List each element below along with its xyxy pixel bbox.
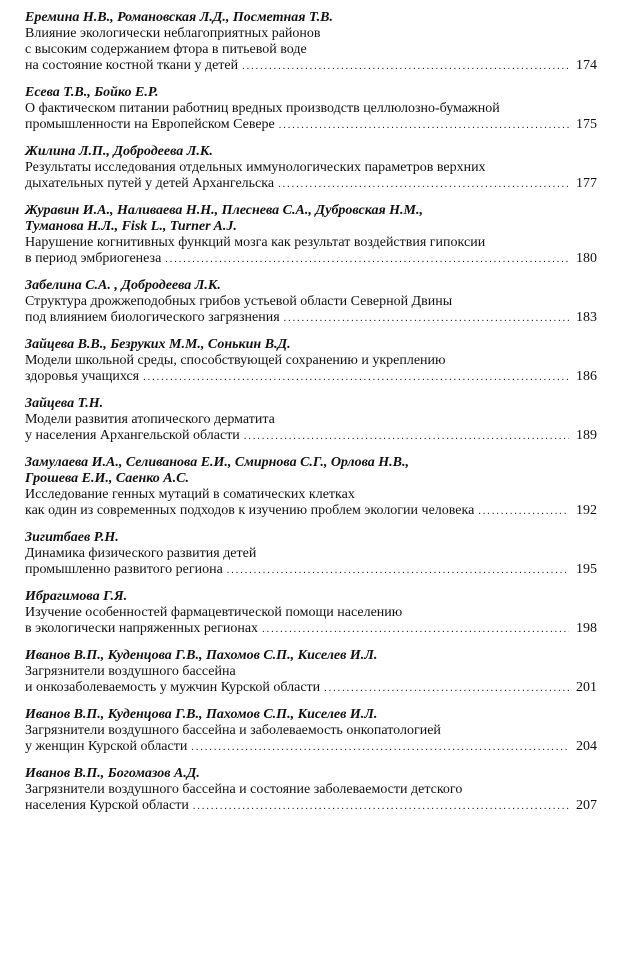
entry-title-line: в экологически напряженных регионах — [25, 621, 259, 636]
page-number: 183 — [576, 310, 597, 325]
entry-title-line: Нарушение когнитивных функций мозга как результат воздействия гипоксии — [25, 235, 486, 250]
entry-title-line: промышленно развитого региона — [25, 562, 223, 577]
toc-entry — [25, 589, 597, 638]
toc-entry — [25, 85, 597, 134]
entry-title-last-line — [25, 176, 597, 193]
entry-title-line: Изучение особенностей фармацевтической помощи населению — [25, 605, 403, 620]
entry-title-line: Результаты исследования отдельных иммунологических параметров верхних — [25, 160, 486, 175]
dot-leader — [279, 118, 569, 134]
page-number: 207 — [576, 798, 597, 813]
toc-entry — [25, 203, 597, 268]
entry-title-line: населения Курской области — [25, 798, 189, 813]
dot-leader — [324, 681, 569, 697]
entry-title-line: и онкозаболеваемость у мужчин Курской области — [25, 680, 321, 695]
entry-title-last-line — [25, 798, 597, 815]
entry-authors: Замулаева И.А., Селиванова Е.И., Смирнова С.Г., Орлова Н.В., — [25, 455, 409, 470]
dot-leader — [262, 622, 569, 638]
entry-title-line: здоровья учащихся — [25, 369, 140, 384]
entry-title-last-line — [25, 369, 597, 386]
entry-authors: Зайцева Т.Н. — [25, 396, 104, 411]
toc-entry — [25, 278, 597, 327]
entry-title-last-line — [25, 251, 597, 268]
entry-title-line: дыхательных путей у детей Архангельска — [25, 176, 275, 191]
entry-authors: Жилина Л.П., Добродеева Л.К. — [25, 144, 213, 159]
dot-leader — [242, 59, 569, 75]
toc-entry — [25, 144, 597, 193]
dot-leader — [165, 252, 569, 268]
entry-authors: Ибрагимова Г.Я. — [25, 589, 128, 604]
page-number: 186 — [576, 369, 597, 384]
page-number: 174 — [576, 58, 597, 73]
entry-title-last-line — [25, 503, 597, 520]
page-number: 180 — [576, 251, 597, 266]
entry-title-last-line — [25, 117, 597, 134]
toc-entry — [25, 337, 597, 386]
page-number: 204 — [576, 739, 597, 754]
page-number: 192 — [576, 503, 597, 518]
page-number: 195 — [576, 562, 597, 577]
entry-title-line: О фактическом питании работниц вредных производств целлюлозно-бумажной — [25, 101, 500, 116]
entry-title-line: Загрязнители воздушного бассейна и состояние заболеваемости детского — [25, 782, 463, 797]
entry-title-line: Модели развития атопического дерматита — [25, 412, 275, 427]
entry-title-last-line — [25, 739, 597, 756]
entry-authors: Еремина Н.В., Романовская Л.Д., Посметная Т.В. — [25, 10, 333, 25]
dot-leader — [284, 311, 569, 327]
entry-title-line: под влиянием биологического загрязнения — [25, 310, 280, 325]
toc-entry — [25, 455, 597, 520]
entry-title-last-line — [25, 621, 597, 638]
page-number: 177 — [576, 176, 597, 191]
entry-title-line: Динамика физического развития детей — [25, 546, 257, 561]
entry-authors: Иванов В.П., Богомазов А.Д. — [25, 766, 200, 781]
entry-title-last-line — [25, 562, 597, 579]
entry-title-line: Исследование генных мутаций в соматических клетках — [25, 487, 355, 502]
page-number: 198 — [576, 621, 597, 636]
dot-leader — [143, 370, 569, 386]
entry-authors: Есева Т.В., Бойко Е.Р. — [25, 85, 159, 100]
toc-entry — [25, 707, 597, 756]
entry-title-last-line — [25, 310, 597, 327]
entry-authors: Грошева Е.И., Саенко А.С. — [25, 471, 189, 486]
dot-leader — [244, 429, 569, 445]
entry-title-line: на состояние костной ткани у детей — [25, 58, 239, 73]
page-number: 175 — [576, 117, 597, 132]
entry-authors: Зигитбаев Р.Н. — [25, 530, 119, 545]
dot-leader — [278, 177, 569, 193]
dot-leader — [478, 504, 569, 520]
toc-entry — [25, 530, 597, 579]
entry-title-line: как один из современных подходов к изучению проблем экологии человека — [25, 503, 475, 518]
toc-entry — [25, 648, 597, 697]
dot-leader — [193, 799, 569, 815]
entry-title-last-line — [25, 428, 597, 445]
entry-authors: Туманова Н.Л., Fisk L., Turner A.J. — [25, 219, 237, 234]
toc-entry — [25, 10, 597, 75]
entry-title-line: у населения Архангельской области — [25, 428, 240, 443]
entry-authors: Зайцева В.В., Безруких М.М., Сонькин В.Д. — [25, 337, 291, 352]
page-number: 189 — [576, 428, 597, 443]
dot-leader — [191, 740, 569, 756]
entry-authors: Журавин И.А., Наливаева Н.Н., Плеснева С.А., Дубровская Н.М., — [25, 203, 424, 218]
entry-title-last-line — [25, 680, 597, 697]
toc-entry — [25, 396, 597, 445]
dot-leader — [227, 563, 569, 579]
table-of-contents — [25, 10, 597, 825]
entry-title-line: Модели школьной среды, способствующей сохранению и укреплению — [25, 353, 446, 368]
entry-title-line: промышленности на Европейском Севере — [25, 117, 275, 132]
toc-entry — [25, 766, 597, 815]
entry-title-line: Загрязнители воздушного бассейна и заболеваемость онкопатологией — [25, 723, 441, 738]
entry-title-line: Структура дрожжеподобных грибов устьевой области Северной Двины — [25, 294, 453, 309]
entry-title-line: Влияние экологически неблагоприятных районов — [25, 26, 321, 41]
entry-authors: Забелина С.А. , Добродеева Л.К. — [25, 278, 221, 293]
entry-title-line: в период эмбриогенеза — [25, 251, 162, 266]
entry-title-line: с высоким содержанием фтора в питьевой воде — [25, 42, 307, 57]
entry-title-line: Загрязнители воздушного бассейна — [25, 664, 236, 679]
entry-authors: Иванов В.П., Куденцова Г.В., Пахомов С.П., Киселев И.Л. — [25, 707, 378, 722]
entry-title-line: у женщин Курской области — [25, 739, 188, 754]
page-number: 201 — [576, 680, 597, 695]
entry-title-last-line — [25, 58, 597, 75]
entry-authors: Иванов В.П., Куденцова Г.В., Пахомов С.П., Киселев И.Л. — [25, 648, 378, 663]
